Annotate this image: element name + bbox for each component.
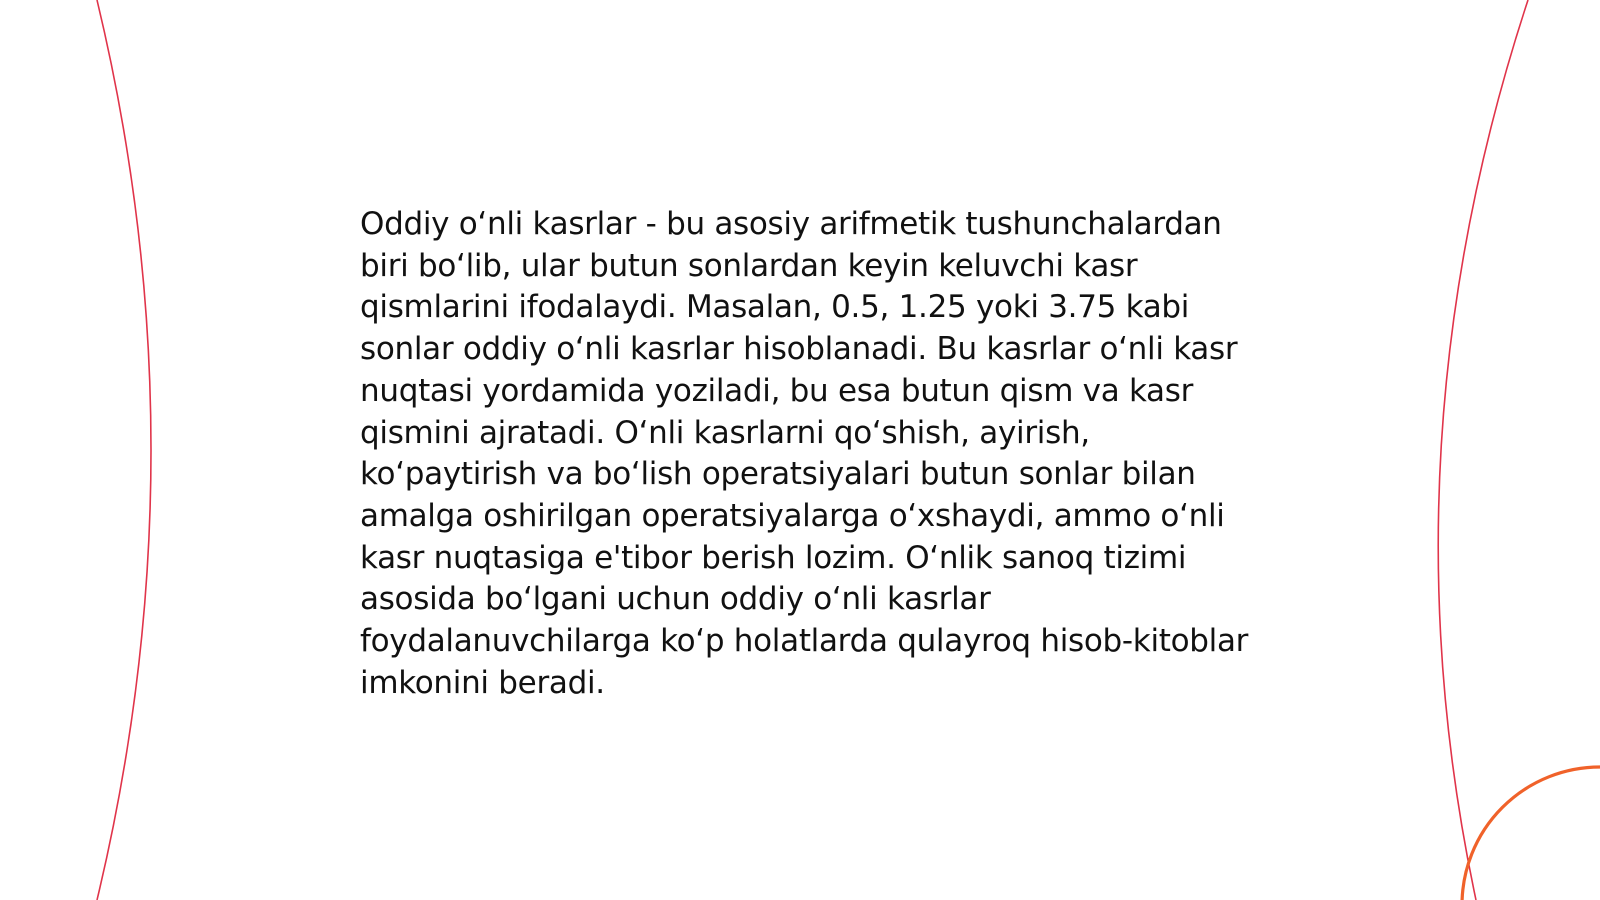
left-curve-line bbox=[97, 0, 151, 900]
accent-circle bbox=[1462, 767, 1600, 900]
right-curve-line bbox=[1438, 0, 1528, 900]
slide-body-text: Oddiy o‘nli kasrlar - bu asosiy arifmetik tushunchalardan biri bo‘lib, ular butun sonlardan keyin keluvchi kasr qismlarini ifodalaydi. Masalan, 0.5, 1.25 yoki 3.75 kabi sonlar oddiy o‘nli kasrlar hisoblanadi. Bu kasrlar o‘nli kasr nuqtasi yordamida yoziladi, bu esa butun qism va kasr qismini ajratadi. O‘nli kasrlarni qo‘shish, ayirish, ko‘paytirish va bo‘lish operatsiyalari butun sonlar bilan amalga oshirilgan operatsiyalarga o‘xshaydi, ammo o‘nli kasr nuqtasiga e'tibor berish lozim. O‘nlik sanoq tizimi asosida bo‘lgani uchun oddiy o‘nli kasrlar foydalanuvchilarga ko‘p holatlarda qulayroq hisob-kitoblar imkonini beradi. bbox=[360, 206, 1249, 701]
